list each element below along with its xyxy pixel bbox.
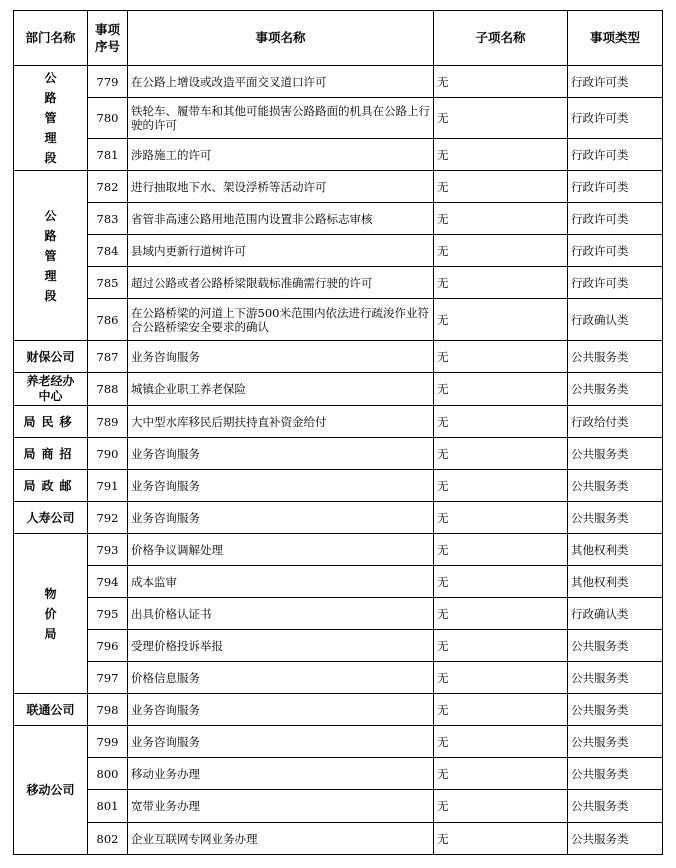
- header-sub: 子项名称: [434, 11, 568, 66]
- item-name: 进行抽取地下水、架设浮桥等活动许可: [128, 171, 434, 203]
- item-number: 782: [88, 171, 128, 203]
- item-name: 县域内更新行道树许可: [128, 235, 434, 267]
- sub-item-name: 无: [434, 341, 568, 373]
- item-number: 801: [88, 790, 128, 823]
- item-name: 出具价格认证书: [128, 598, 434, 630]
- item-type: 其他权利类: [568, 534, 663, 566]
- table-row: [14, 662, 663, 694]
- sub-item-name: 无: [434, 566, 568, 598]
- dept-name: 公路管理段: [44, 71, 57, 165]
- item-type: 公共服务类: [568, 694, 663, 726]
- header-seq: [88, 11, 128, 66]
- item-type: 行政许可类: [568, 235, 663, 267]
- table-row: [14, 299, 663, 341]
- dept-name: 养老经办中心: [26, 374, 75, 403]
- sub-item-name: 无: [434, 726, 568, 758]
- item-number: 780: [88, 98, 128, 139]
- sub-item-name: 无: [434, 502, 568, 534]
- dept-name: 物价局: [44, 586, 57, 641]
- table-body: [14, 66, 663, 855]
- table-row: [14, 438, 663, 470]
- item-name: 受理价格投诉举报: [128, 630, 434, 662]
- sub-item-name: 无: [434, 139, 568, 171]
- item-type: 行政许可类: [568, 98, 663, 139]
- item-type: 行政许可类: [568, 66, 663, 98]
- item-number: 794: [88, 566, 128, 598]
- dept-cell: [14, 726, 88, 855]
- item-number: 799: [88, 726, 128, 758]
- dept-cell: [14, 406, 88, 438]
- item-number: 798: [88, 694, 128, 726]
- item-number: 797: [88, 662, 128, 694]
- item-number: 796: [88, 630, 128, 662]
- dept-cell: [14, 534, 88, 694]
- sub-item-name: 无: [434, 373, 568, 406]
- item-type: 行政给付类: [568, 406, 663, 438]
- item-name: 企业互联网专网业务办理: [128, 823, 434, 855]
- sub-item-name: 无: [434, 406, 568, 438]
- table-row: [14, 694, 663, 726]
- item-name: 价格信息服务: [128, 662, 434, 694]
- item-number: 792: [88, 502, 128, 534]
- dept-cell: [14, 470, 88, 502]
- table-row: [14, 406, 663, 438]
- item-number: 788: [88, 373, 128, 406]
- item-name: 涉路施工的许可: [128, 139, 434, 171]
- item-type: 公共服务类: [568, 726, 663, 758]
- item-number: 781: [88, 139, 128, 171]
- item-type: 公共服务类: [568, 790, 663, 823]
- item-number: 789: [88, 406, 128, 438]
- sub-item-name: 无: [434, 758, 568, 790]
- item-number: 800: [88, 758, 128, 790]
- item-type: 其他权利类: [568, 566, 663, 598]
- dept-name: 联通公司: [26, 702, 75, 717]
- sub-item-name: 无: [434, 203, 568, 235]
- dept-name: 局政邮: [23, 478, 78, 493]
- item-type: 行政许可类: [568, 267, 663, 299]
- item-name: 铁轮车、履带车和其他可能损害公路路面的机具在公路上行驶的许可: [128, 98, 434, 139]
- header-seq-text: 事项序号: [94, 22, 120, 54]
- table-row: [14, 171, 663, 203]
- item-name: 大中型水库移民后期扶持直补资金给付: [128, 406, 434, 438]
- item-type: 公共服务类: [568, 341, 663, 373]
- item-name: 宽带业务办理: [128, 790, 434, 823]
- sub-item-name: 无: [434, 235, 568, 267]
- table-row: [14, 630, 663, 662]
- item-number: 785: [88, 267, 128, 299]
- sub-item-name: 无: [434, 790, 568, 823]
- table-row: [14, 267, 663, 299]
- item-number: 795: [88, 598, 128, 630]
- sub-item-name: 无: [434, 438, 568, 470]
- item-name: 在公路桥梁的河道上下游500米范围内依法进行疏浚作业符合公路桥梁安全要求的确认: [128, 299, 434, 341]
- item-number: 779: [88, 66, 128, 98]
- header-dept: 部门名称: [14, 11, 88, 66]
- item-name: 在公路上增设或改造平面交叉道口许可: [128, 66, 434, 98]
- item-name: 业务咨询服务: [128, 726, 434, 758]
- dept-cell: [14, 502, 88, 534]
- item-number: 783: [88, 203, 128, 235]
- item-number: 790: [88, 438, 128, 470]
- table-row: [14, 235, 663, 267]
- table-header-row: [14, 11, 663, 66]
- item-type: 公共服务类: [568, 758, 663, 790]
- table-row: [14, 203, 663, 235]
- item-type: 行政确认类: [568, 299, 663, 341]
- dept-cell: [14, 66, 88, 171]
- header-name: 事项名称: [128, 11, 434, 66]
- item-type: 公共服务类: [568, 438, 663, 470]
- item-name: 省管非高速公路用地范围内设置非公路标志审核: [128, 203, 434, 235]
- sub-item-name: 无: [434, 694, 568, 726]
- item-name: 业务咨询服务: [128, 502, 434, 534]
- table-row: [14, 726, 663, 758]
- sub-item-name: 无: [434, 823, 568, 855]
- item-name: 业务咨询服务: [128, 694, 434, 726]
- dept-cell: [14, 438, 88, 470]
- item-type: 公共服务类: [568, 662, 663, 694]
- sub-item-name: 无: [434, 598, 568, 630]
- table-row: [14, 66, 663, 98]
- item-type: 行政许可类: [568, 139, 663, 171]
- sub-item-name: 无: [434, 66, 568, 98]
- sub-item-name: 无: [434, 662, 568, 694]
- table-row: [14, 598, 663, 630]
- table-row: [14, 470, 663, 502]
- item-name: 业务咨询服务: [128, 438, 434, 470]
- dept-cell: [14, 694, 88, 726]
- item-name: 城镇企业职工养老保险: [128, 373, 434, 406]
- dept-name: 财保公司: [26, 349, 75, 364]
- dept-name: 移动公司: [26, 783, 75, 797]
- table-row: [14, 790, 663, 823]
- header-type: 事项类型: [568, 11, 663, 66]
- dept-name: 公路管理段: [44, 208, 57, 303]
- item-number: 786: [88, 299, 128, 341]
- item-type: 公共服务类: [568, 630, 663, 662]
- dept-name: 局民移: [23, 414, 78, 429]
- item-number: 787: [88, 341, 128, 373]
- sub-item-name: 无: [434, 630, 568, 662]
- item-name: 业务咨询服务: [128, 470, 434, 502]
- item-name: 移动业务办理: [128, 758, 434, 790]
- table-row: [14, 823, 663, 855]
- table-row: [14, 98, 663, 139]
- item-type: 行政许可类: [568, 203, 663, 235]
- table-row: [14, 139, 663, 171]
- item-name: 成本监审: [128, 566, 434, 598]
- sub-item-name: 无: [434, 267, 568, 299]
- item-number: 791: [88, 470, 128, 502]
- item-number: 793: [88, 534, 128, 566]
- item-type: 行政许可类: [568, 171, 663, 203]
- table-row: [14, 502, 663, 534]
- item-type: 行政确认类: [568, 598, 663, 630]
- item-name: 价格争议调解处理: [128, 534, 434, 566]
- item-name: 超过公路或者公路桥梁限载标准确需行驶的许可: [128, 267, 434, 299]
- item-type: 公共服务类: [568, 373, 663, 406]
- item-number: 802: [88, 823, 128, 855]
- dept-name: 局商招: [23, 446, 78, 461]
- sub-item-name: 无: [434, 299, 568, 341]
- item-number: 784: [88, 235, 128, 267]
- dept-cell: [14, 373, 88, 406]
- sub-item-name: 无: [434, 534, 568, 566]
- service-items-table: [13, 10, 663, 855]
- table-row: [14, 566, 663, 598]
- sub-item-name: 无: [434, 98, 568, 139]
- table-row: [14, 534, 663, 566]
- dept-cell: [14, 341, 88, 373]
- dept-cell: [14, 171, 88, 341]
- sub-item-name: 无: [434, 171, 568, 203]
- table-row: [14, 758, 663, 790]
- item-type: 公共服务类: [568, 823, 663, 855]
- table-row: [14, 341, 663, 373]
- sub-item-name: 无: [434, 470, 568, 502]
- item-name: 业务咨询服务: [128, 341, 434, 373]
- dept-name: 人寿公司: [26, 510, 75, 525]
- item-type: 公共服务类: [568, 470, 663, 502]
- item-type: 公共服务类: [568, 502, 663, 534]
- table-row: [14, 373, 663, 406]
